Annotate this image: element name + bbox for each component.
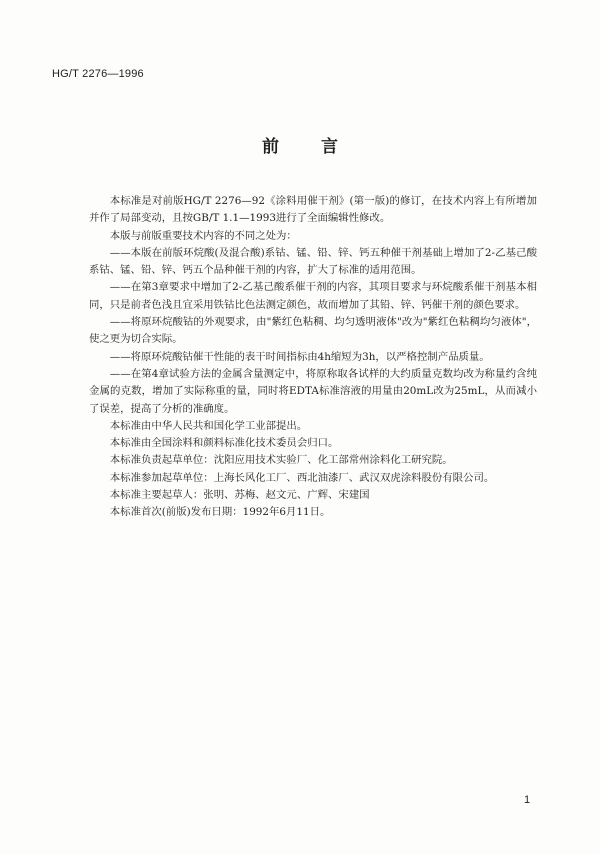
paragraph-change-test-method: ——在第4章试验方法的金属含量测定中，将原称取各试样的大约质量克数均改为称量约含纯金属的克数，增加了实际称重的量，同时将EDTA标准溶液的用量由20mL改为25mL，从而减小了误差，提高了分析的准确度。: [89, 367, 537, 415]
paragraph-participating-units: 本标准参加起草单位：上海长风化工厂、西北油漆厂、武汉双虎涂料股份有限公司。: [109, 471, 495, 484]
paragraph-proposed-by: 本标准由中华人民共和国化学工业部提出。: [109, 419, 308, 432]
page-title: 前 言: [262, 137, 356, 157]
paragraph-change-drying-time: ——将原环烷酸钴催干性能的表干时间指标由4h缩短为3h，以严格控制产品质量。: [109, 350, 490, 363]
paragraph-changes-intro: 本版与前版重要技术内容的不同之处为：: [109, 229, 297, 242]
paragraph-revision-note: 本标准是对前版HG/T 2276—92《涂料用催干剂》(第一版)的修订，在技术内容上有所增加并作了局部变动，且按GB/T 1.1—1993进行了全面编辑性修改。: [89, 195, 537, 225]
paragraph-centralized-by: 本标准由全国涂料和颜料标准化技术委员会归口。: [109, 437, 339, 450]
paragraph-main-drafting-units: 本标准负责起草单位：沈阳应用技术实验厂、化工部常州涂料化工研究院。: [109, 454, 453, 467]
paragraph-change-scope: ——本版在前版环烷酸(及混合酸)系钴、锰、铅、锌、钙五种催干剂基础上增加了2-乙基己酸系钴、锰、铅、锌、钙五个品种催干剂的内容，扩大了标准的适用范围。: [89, 246, 537, 277]
page-number: 1: [524, 794, 531, 806]
paragraph-first-issue-date: 本标准首次(前版)发布日期：1992年6月11日。: [109, 506, 331, 519]
paragraph-change-appearance: ——将原环烷酸钴的外观要求，由"紫红色粘稠、均匀透明液体"改为"紫红色粘稠均匀液体"，使之更为切合实际。: [89, 316, 537, 346]
paragraph-change-requirements: ——在第3章要求中增加了2-乙基己酸系催干剂的内容，其项目要求与环烷酸系催干剂基本相同，只是前者色浅且宜采用铁钴比色法测定颜色，故而增加了其铅、锌、钙催干剂的颜色要求。: [89, 281, 537, 311]
document-body: [89, 193, 537, 522]
paragraph-drafters: 本标准主要起草人：张明、苏梅、赵文元、广辉、宋建国: [109, 489, 370, 502]
standard-code: HG/T 2276—1996: [52, 68, 144, 80]
